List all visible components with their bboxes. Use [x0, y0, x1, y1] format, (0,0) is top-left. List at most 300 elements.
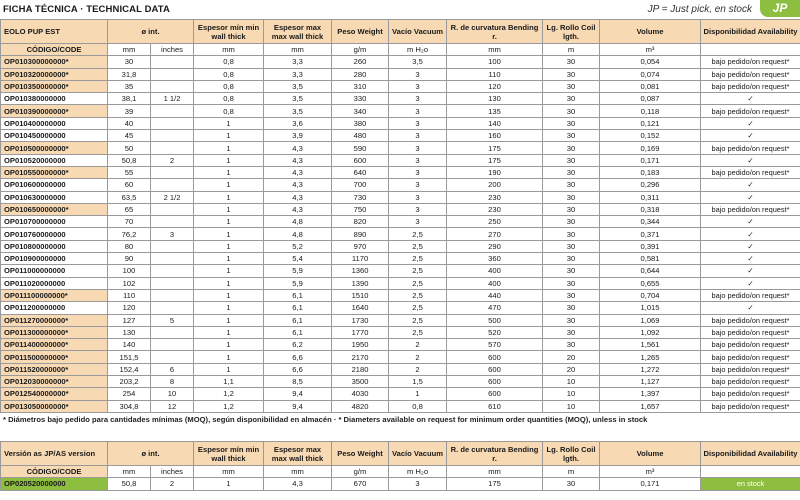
- table-row: [1, 289, 800, 301]
- col-header-bending: R. de curvatura Bending r.: [447, 442, 543, 466]
- id-inches-cell: [151, 117, 194, 129]
- id-inches-cell: 2: [151, 154, 194, 166]
- coil-cell: 20: [543, 351, 600, 363]
- unit-cell: mm: [447, 466, 543, 478]
- bending-cell: 440: [447, 289, 543, 301]
- id-mm-cell: 35: [108, 80, 151, 92]
- volume-cell: 0,183: [600, 166, 701, 178]
- wall-max-cell: 4,3: [264, 478, 332, 490]
- id-inches-cell: 3: [151, 228, 194, 240]
- unit-cell: CÓDIGO/CODE: [1, 466, 108, 478]
- id-mm-cell: 102: [108, 277, 151, 289]
- id-inches-cell: 10: [151, 388, 194, 400]
- table-row: [1, 376, 800, 388]
- id-inches-cell: [151, 203, 194, 215]
- wall-max-cell: 6,1: [264, 302, 332, 314]
- volume-cell: 0,644: [600, 265, 701, 277]
- volume-cell: 0,311: [600, 191, 701, 203]
- bending-cell: 400: [447, 277, 543, 289]
- availability-cell: bajo pedido/on request*: [701, 314, 800, 326]
- availability-cell: en stock: [701, 478, 800, 490]
- code-cell: OP011300000000*: [1, 326, 108, 338]
- footnote: * Diámetros bajo pedido para cantidades mínimas (MOQ), según disponibilidad en almacén · * Diameters available on request for minimum order quantities (MOQ), unless in stock: [3, 415, 648, 424]
- unit-cell: [701, 44, 800, 56]
- code-cell: OP010500000000*: [1, 142, 108, 154]
- wall-max-cell: 5,4: [264, 253, 332, 265]
- id-mm-cell: 120: [108, 302, 151, 314]
- bending-cell: 290: [447, 240, 543, 252]
- wall-min-cell: 1: [194, 253, 264, 265]
- table-row: [1, 191, 800, 203]
- id-inches-cell: [151, 351, 194, 363]
- table-row: [1, 400, 800, 412]
- table-row: [1, 68, 800, 80]
- technical-data-table: [0, 19, 800, 413]
- vacuum-cell: 1: [389, 388, 447, 400]
- id-inches-cell: [151, 166, 194, 178]
- id-inches-cell: [151, 68, 194, 80]
- weight-cell: 1510: [332, 289, 389, 301]
- volume-cell: 0,655: [600, 277, 701, 289]
- code-cell: OP010760000000: [1, 228, 108, 240]
- id-inches-cell: 6: [151, 363, 194, 375]
- wall-min-cell: 1: [194, 142, 264, 154]
- table-row: [1, 203, 800, 215]
- vacuum-cell: 3: [389, 105, 447, 117]
- col-header-coil: Lg. Rollo Coil lgth.: [543, 442, 600, 466]
- coil-cell: 30: [543, 130, 600, 142]
- bending-cell: 500: [447, 314, 543, 326]
- page-title: FICHA TÉCNICA · TECHNICAL DATA: [3, 4, 170, 15]
- id-inches-cell: [151, 289, 194, 301]
- weight-cell: 820: [332, 216, 389, 228]
- vacuum-cell: 3: [389, 68, 447, 80]
- wall-max-cell: 6,6: [264, 351, 332, 363]
- vacuum-cell: 3: [389, 203, 447, 215]
- wall-min-cell: 1,1: [194, 376, 264, 388]
- id-mm-cell: 254: [108, 388, 151, 400]
- wall-min-cell: 0,8: [194, 56, 264, 68]
- coil-cell: 30: [543, 142, 600, 154]
- wall-min-cell: 1: [194, 130, 264, 142]
- availability-cell: ✓: [701, 117, 800, 129]
- id-mm-cell: 203,2: [108, 376, 151, 388]
- wall-min-cell: 0,8: [194, 80, 264, 92]
- volume-cell: 1,092: [600, 326, 701, 338]
- code-cell: OP011100000000*: [1, 289, 108, 301]
- volume-cell: 0,391: [600, 240, 701, 252]
- code-cell: OP010550000000*: [1, 166, 108, 178]
- coil-cell: 30: [543, 240, 600, 252]
- vacuum-cell: 2,5: [389, 314, 447, 326]
- weight-cell: 1640: [332, 302, 389, 314]
- table-row: [1, 326, 800, 338]
- col-header-code: Versión as JP/AS version: [1, 442, 108, 466]
- top-bar: [0, 0, 800, 19]
- weight-cell: 280: [332, 68, 389, 80]
- table-row: [1, 363, 800, 375]
- availability-cell: ✓: [701, 216, 800, 228]
- wall-min-cell: 1: [194, 351, 264, 363]
- coil-cell: 30: [543, 253, 600, 265]
- availability-cell: ✓: [701, 93, 800, 105]
- col-header-weight: Peso Weight: [332, 20, 389, 44]
- units-row: [1, 466, 800, 478]
- vacuum-cell: 3: [389, 80, 447, 92]
- availability-cell: ✓: [701, 253, 800, 265]
- bending-cell: 160: [447, 130, 543, 142]
- wall-max-cell: 6,1: [264, 326, 332, 338]
- unit-cell: mm: [447, 44, 543, 56]
- id-mm-cell: 50,8: [108, 154, 151, 166]
- id-mm-cell: 55: [108, 166, 151, 178]
- id-inches-cell: [151, 105, 194, 117]
- col-header-id: ø int.: [108, 20, 194, 44]
- id-mm-cell: 31,8: [108, 68, 151, 80]
- bending-cell: 570: [447, 339, 543, 351]
- volume-cell: 0,171: [600, 478, 701, 490]
- coil-cell: 30: [543, 228, 600, 240]
- unit-cell: mm: [108, 466, 151, 478]
- id-inches-cell: 12: [151, 400, 194, 412]
- wall-max-cell: 6,1: [264, 289, 332, 301]
- bending-cell: 520: [447, 326, 543, 338]
- vacuum-cell: 0,8: [389, 400, 447, 412]
- vacuum-cell: 2: [389, 363, 447, 375]
- table-row: [1, 388, 800, 400]
- vacuum-cell: 3: [389, 478, 447, 490]
- code-cell: OP011020000000: [1, 277, 108, 289]
- volume-cell: 0,118: [600, 105, 701, 117]
- weight-cell: 600: [332, 154, 389, 166]
- code-cell: OP020520000000: [1, 478, 108, 490]
- wall-max-cell: 5,2: [264, 240, 332, 252]
- col-header-volume: Volume: [600, 20, 701, 44]
- bending-cell: 120: [447, 80, 543, 92]
- table-row: [1, 93, 800, 105]
- volume-cell: 1,069: [600, 314, 701, 326]
- vacuum-cell: 3: [389, 130, 447, 142]
- availability-cell: ✓: [701, 130, 800, 142]
- table-row: [1, 351, 800, 363]
- weight-cell: 310: [332, 80, 389, 92]
- wall-min-cell: 1: [194, 478, 264, 490]
- code-cell: OP010300000000*: [1, 56, 108, 68]
- id-mm-cell: 63,5: [108, 191, 151, 203]
- table-row: [1, 105, 800, 117]
- code-cell: OP010400000000: [1, 117, 108, 129]
- table-body: [1, 478, 800, 490]
- wall-max-cell: 8,5: [264, 376, 332, 388]
- bending-cell: 175: [447, 154, 543, 166]
- vacuum-cell: 3: [389, 179, 447, 191]
- weight-cell: 890: [332, 228, 389, 240]
- availability-cell: bajo pedido/on request*: [701, 56, 800, 68]
- unit-cell: mm: [108, 44, 151, 56]
- code-cell: OP011000000000: [1, 265, 108, 277]
- id-mm-cell: 110: [108, 289, 151, 301]
- availability-cell: bajo pedido/on request*: [701, 289, 800, 301]
- unit-cell: m H₂o: [389, 466, 447, 478]
- weight-cell: 380: [332, 117, 389, 129]
- id-mm-cell: 130: [108, 326, 151, 338]
- weight-cell: 260: [332, 56, 389, 68]
- table-row: [1, 142, 800, 154]
- volume-cell: 1,397: [600, 388, 701, 400]
- wall-min-cell: 1: [194, 363, 264, 375]
- id-inches-cell: [151, 216, 194, 228]
- id-inches-cell: [151, 326, 194, 338]
- vacuum-cell: 3: [389, 154, 447, 166]
- wall-max-cell: 4,3: [264, 166, 332, 178]
- coil-cell: 20: [543, 363, 600, 375]
- coil-cell: 30: [543, 179, 600, 191]
- unit-cell: m: [543, 466, 600, 478]
- availability-cell: bajo pedido/on request*: [701, 105, 800, 117]
- bending-cell: 610: [447, 400, 543, 412]
- coil-cell: 30: [543, 326, 600, 338]
- coil-cell: 30: [543, 216, 600, 228]
- table-row: [1, 240, 800, 252]
- wall-max-cell: 3,3: [264, 68, 332, 80]
- coil-cell: 30: [543, 339, 600, 351]
- wall-max-cell: 4,3: [264, 142, 332, 154]
- unit-cell: g/m: [332, 44, 389, 56]
- availability-cell: ✓: [701, 228, 800, 240]
- code-cell: OP010630000000: [1, 191, 108, 203]
- coil-cell: 30: [543, 203, 600, 215]
- vacuum-cell: 3: [389, 191, 447, 203]
- wall-min-cell: 1: [194, 228, 264, 240]
- weight-cell: 1390: [332, 277, 389, 289]
- table-row: [1, 80, 800, 92]
- volume-cell: 1,657: [600, 400, 701, 412]
- weight-cell: 1360: [332, 265, 389, 277]
- id-mm-cell: 38,1: [108, 93, 151, 105]
- bending-cell: 140: [447, 117, 543, 129]
- unit-cell: mm: [194, 44, 264, 56]
- wall-min-cell: 1: [194, 166, 264, 178]
- wall-max-cell: 4,8: [264, 228, 332, 240]
- vacuum-cell: 2,5: [389, 265, 447, 277]
- bending-cell: 110: [447, 68, 543, 80]
- weight-cell: 4820: [332, 400, 389, 412]
- table-row: [1, 117, 800, 129]
- weight-cell: 1950: [332, 339, 389, 351]
- availability-cell: bajo pedido/on request*: [701, 388, 800, 400]
- volume-cell: 0,318: [600, 203, 701, 215]
- id-inches-cell: [151, 339, 194, 351]
- col-header-vacuum: Vacío Vacuum: [389, 20, 447, 44]
- jp-badge: JP: [760, 0, 800, 17]
- volume-cell: 1,272: [600, 363, 701, 375]
- table-row: [1, 56, 800, 68]
- coil-cell: 30: [543, 302, 600, 314]
- weight-cell: 330: [332, 93, 389, 105]
- bending-cell: 470: [447, 302, 543, 314]
- bending-cell: 400: [447, 265, 543, 277]
- availability-cell: bajo pedido/on request*: [701, 339, 800, 351]
- vacuum-cell: 2: [389, 351, 447, 363]
- code-cell: OP010600000000: [1, 179, 108, 191]
- unit-cell: CÓDIGO/CODE: [1, 44, 108, 56]
- unit-cell: m³: [600, 466, 701, 478]
- wall-min-cell: 1: [194, 289, 264, 301]
- id-inches-cell: [151, 142, 194, 154]
- weight-cell: 2170: [332, 351, 389, 363]
- coil-cell: 10: [543, 400, 600, 412]
- wall-min-cell: 1: [194, 117, 264, 129]
- availability-cell: bajo pedido/on request*: [701, 80, 800, 92]
- wall-min-cell: 1: [194, 302, 264, 314]
- id-mm-cell: 30: [108, 56, 151, 68]
- table-body: [1, 56, 800, 413]
- vacuum-cell: 2,5: [389, 253, 447, 265]
- wall-max-cell: 6,6: [264, 363, 332, 375]
- col-header-availability: Disponibilidad Availability: [701, 20, 800, 44]
- coil-cell: 30: [543, 80, 600, 92]
- availability-cell: ✓: [701, 240, 800, 252]
- wall-min-cell: 1,2: [194, 388, 264, 400]
- id-inches-cell: [151, 240, 194, 252]
- table-row: [1, 154, 800, 166]
- col-header-availability: Disponibilidad Availability: [701, 442, 800, 466]
- bending-cell: 600: [447, 388, 543, 400]
- unit-cell: mm: [264, 44, 332, 56]
- availability-cell: ✓: [701, 302, 800, 314]
- code-cell: OP010390000000*: [1, 105, 108, 117]
- id-mm-cell: 140: [108, 339, 151, 351]
- weight-cell: 1730: [332, 314, 389, 326]
- availability-cell: ✓: [701, 191, 800, 203]
- id-inches-cell: [151, 179, 194, 191]
- availability-cell: bajo pedido/on request*: [701, 203, 800, 215]
- jp-note: JP = Just pick, en stock: [647, 4, 752, 15]
- wall-max-cell: 5,9: [264, 265, 332, 277]
- coil-cell: 30: [543, 191, 600, 203]
- table-row: [1, 302, 800, 314]
- weight-cell: 730: [332, 191, 389, 203]
- code-cell: OP011400000000*: [1, 339, 108, 351]
- bending-cell: 270: [447, 228, 543, 240]
- volume-cell: 0,054: [600, 56, 701, 68]
- vacuum-cell: 3: [389, 117, 447, 129]
- table-row: [1, 277, 800, 289]
- unit-cell: mm: [264, 466, 332, 478]
- code-cell: OP013050000000*: [1, 400, 108, 412]
- id-inches-cell: [151, 253, 194, 265]
- vacuum-cell: 3,5: [389, 56, 447, 68]
- col-header-wall-max: Espesor max max wall thick: [264, 20, 332, 44]
- weight-cell: 1770: [332, 326, 389, 338]
- availability-cell: bajo pedido/on request*: [701, 166, 800, 178]
- wall-max-cell: 4,3: [264, 203, 332, 215]
- bending-cell: 175: [447, 142, 543, 154]
- id-inches-cell: [151, 265, 194, 277]
- volume-cell: 0,581: [600, 253, 701, 265]
- col-header-coil: Lg. Rollo Coil lgth.: [543, 20, 600, 44]
- weight-cell: 4030: [332, 388, 389, 400]
- id-mm-cell: 76,2: [108, 228, 151, 240]
- id-mm-cell: 50,8: [108, 478, 151, 490]
- code-cell: OP011520000000*: [1, 363, 108, 375]
- id-inches-cell: [151, 302, 194, 314]
- bending-cell: 100: [447, 56, 543, 68]
- vacuum-cell: 1,5: [389, 376, 447, 388]
- unit-cell: inches: [151, 44, 194, 56]
- wall-max-cell: 4,3: [264, 191, 332, 203]
- units-row: [1, 44, 800, 56]
- wall-min-cell: 1: [194, 277, 264, 289]
- volume-cell: 0,081: [600, 80, 701, 92]
- wall-max-cell: 6,2: [264, 339, 332, 351]
- wall-min-cell: 1: [194, 154, 264, 166]
- weight-cell: 640: [332, 166, 389, 178]
- wall-max-cell: 3,5: [264, 105, 332, 117]
- col-header-vacuum: Vacío Vacuum: [389, 442, 447, 466]
- availability-cell: ✓: [701, 277, 800, 289]
- coil-cell: 10: [543, 388, 600, 400]
- table-row: [1, 478, 800, 490]
- wall-max-cell: 6,1: [264, 314, 332, 326]
- unit-cell: m H₂o: [389, 44, 447, 56]
- header-row: [1, 442, 800, 466]
- weight-cell: 340: [332, 105, 389, 117]
- vacuum-cell: 2,5: [389, 302, 447, 314]
- col-header-code: EOLO PUP EST: [1, 20, 108, 44]
- volume-cell: 1,265: [600, 351, 701, 363]
- weight-cell: 970: [332, 240, 389, 252]
- id-mm-cell: 40: [108, 117, 151, 129]
- code-cell: OP010380000000: [1, 93, 108, 105]
- vacuum-cell: 2,5: [389, 326, 447, 338]
- wall-max-cell: 9,4: [264, 400, 332, 412]
- col-header-wall-min: Espesor mín min wall thick: [194, 442, 264, 466]
- bending-cell: 200: [447, 179, 543, 191]
- wall-max-cell: 3,6: [264, 117, 332, 129]
- volume-cell: 0,371: [600, 228, 701, 240]
- availability-cell: bajo pedido/on request*: [701, 68, 800, 80]
- code-cell: OP010320000000*: [1, 68, 108, 80]
- id-inches-cell: 8: [151, 376, 194, 388]
- volume-cell: 1,015: [600, 302, 701, 314]
- col-header-wall-max: Espesor max max wall thick: [264, 442, 332, 466]
- table-row: [1, 130, 800, 142]
- availability-cell: bajo pedido/on request*: [701, 142, 800, 154]
- vacuum-cell: 2,5: [389, 228, 447, 240]
- availability-cell: ✓: [701, 179, 800, 191]
- id-mm-cell: 65: [108, 203, 151, 215]
- vacuum-cell: 2: [389, 339, 447, 351]
- volume-cell: 1,127: [600, 376, 701, 388]
- id-inches-cell: 2: [151, 478, 194, 490]
- table-row: [1, 179, 800, 191]
- weight-cell: 590: [332, 142, 389, 154]
- wall-min-cell: 1: [194, 216, 264, 228]
- coil-cell: 30: [543, 277, 600, 289]
- table-row: [1, 265, 800, 277]
- id-mm-cell: 50: [108, 142, 151, 154]
- weight-cell: 1170: [332, 253, 389, 265]
- availability-cell: ✓: [701, 154, 800, 166]
- id-mm-cell: 39: [108, 105, 151, 117]
- code-cell: OP010350000000*: [1, 80, 108, 92]
- id-inches-cell: 2 1/2: [151, 191, 194, 203]
- volume-cell: 0,087: [600, 93, 701, 105]
- wall-max-cell: 3,3: [264, 56, 332, 68]
- id-mm-cell: 70: [108, 216, 151, 228]
- coil-cell: 30: [543, 314, 600, 326]
